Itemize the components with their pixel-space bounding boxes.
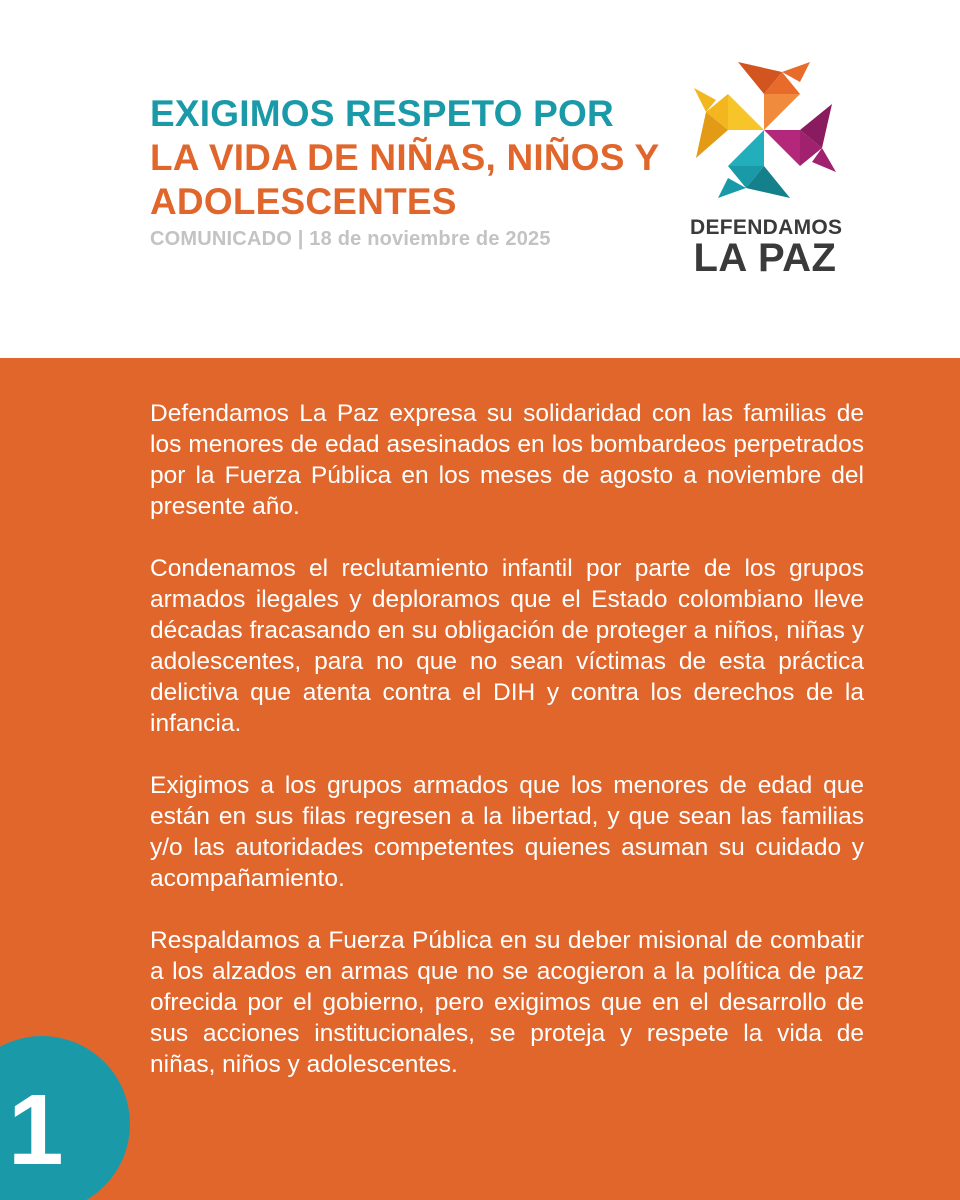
- paragraph-2: Condenamos el reclutamiento infantil por parte de los grupos armados ilegales y deploramos que el Estado colombiano lleve décadas fracasando en su obligación de proteger a niños, niñas y adolescentes, para no que no sean víctimas de esta práctica delictiva que atenta contra el DIH y contra los derechos de la infancia.: [150, 555, 864, 737]
- paragraph-3: Exigimos a los grupos armados que los menores de edad que están en sus filas regresen a la libertad, y que sean las familias y/o las autoridades competentes quienes asuman su cuidado y acompañamiento.: [150, 772, 864, 892]
- paragraph-1: Defendamos La Paz expresa su solidaridad con las familias de los menores de edad asesinados en los bombardeos perpetrados por la Fuerza Pública en los meses de agosto a noviembre del presente año.: [150, 400, 864, 520]
- pinwheel-doves-icon: [690, 58, 840, 203]
- header: [0, 0, 960, 358]
- title-line-2: LA VIDA DE NIÑAS, NIÑOS Y: [150, 137, 660, 178]
- title-line-1: EXIGIMOS RESPETO POR: [150, 93, 614, 134]
- statement-body: [150, 398, 864, 1111]
- logo-text-line-1: DEFENDAMOS: [690, 216, 843, 239]
- logo: [690, 58, 843, 280]
- statement-panel: [0, 358, 960, 1200]
- logo-text-line-2: LA PAZ: [693, 236, 837, 280]
- subtitle-date: COMUNICADO | 18 de noviembre de 2025: [150, 228, 551, 250]
- title-line-3: ADOLESCENTES: [150, 181, 457, 222]
- paragraph-4: Respaldamos a Fuerza Pública en su deber misional de combatir a los alzados en armas que no se acogieron a la política de paz ofrecida por el gobierno, pero exigimos que en el desarrollo de sus acciones institucionales, se proteja y respete la vida de niñas, niños y adolescentes.: [150, 927, 864, 1078]
- page-number: 1: [8, 1074, 64, 1186]
- page-title: [150, 92, 690, 224]
